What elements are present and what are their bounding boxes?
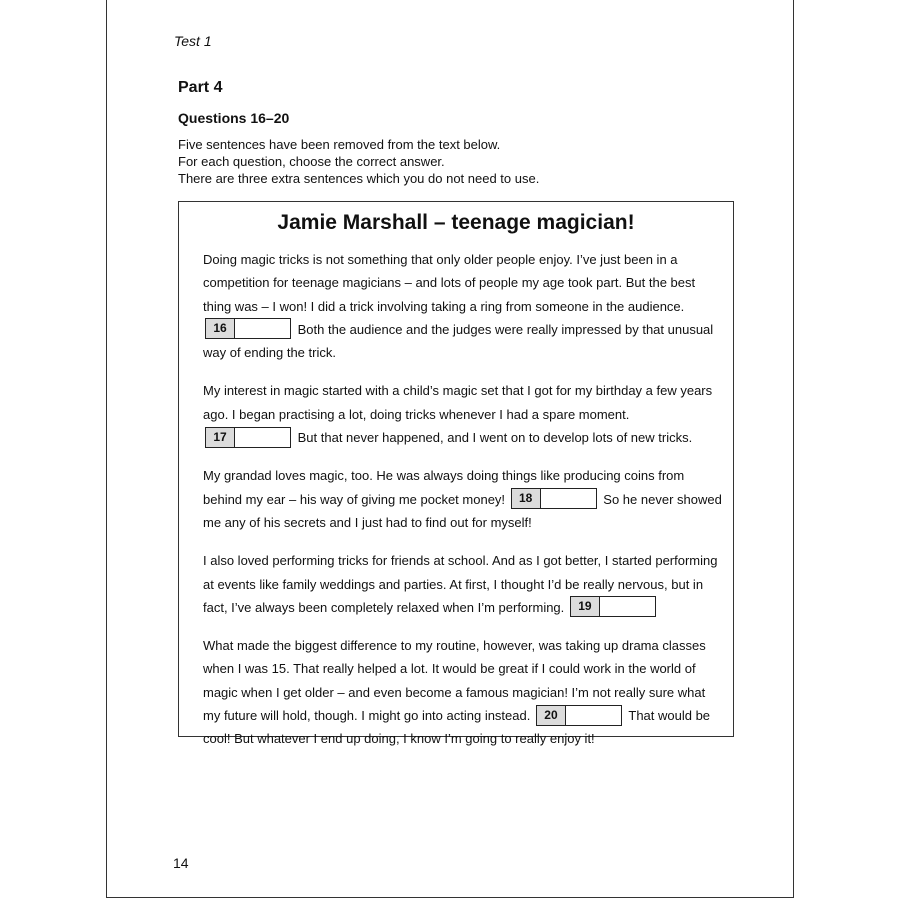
page-number: 14 — [173, 855, 189, 871]
questions-title: Questions 16–20 — [178, 110, 290, 126]
article-paragraph — [203, 464, 723, 534]
paragraph-text: So he never showed me any of his secrets and I just had to find out for myself! — [203, 491, 722, 530]
answer-gap-20[interactable] — [536, 705, 622, 726]
part-title: Part 4 — [178, 79, 223, 96]
paragraph-text: That would be cool! But whatever I end up doing, I know I’m going to really enjoy it! — [203, 708, 711, 747]
article-title: Jamie Marshall – teenage magician! — [277, 211, 635, 234]
article-paragraph — [203, 634, 723, 750]
gap-number: 20 — [537, 706, 566, 725]
instructions — [178, 136, 539, 187]
article-paragraph — [203, 379, 723, 449]
answer-gap-19[interactable] — [570, 596, 656, 617]
gap-number: 19 — [571, 597, 600, 616]
instruction-line: Five sentences have been removed from the text below. — [178, 137, 501, 152]
instruction-line: There are three extra sentences which you do not need to use. — [178, 171, 540, 186]
answer-gap-18[interactable] — [511, 488, 597, 509]
answer-gap-17[interactable] — [205, 427, 291, 448]
gap-number: 16 — [206, 319, 235, 338]
paragraph-text: I also loved performing tricks for friends at school. And as I got better, I started performing at events like family weddings and parties. At first, I thought I’d be really nervous, but in fact, I’ve always been completely relaxed when I’m performing. — [203, 553, 718, 615]
gap-number: 17 — [206, 428, 235, 447]
paragraph-text: My grandad loves magic, too. He was always doing things like producing coins from behind my ear – his way of giving me pocket money! — [203, 468, 685, 507]
article-box — [178, 201, 734, 747]
paragraph-text: But that never happened, and I went on to develop lots of new tricks. — [297, 430, 693, 446]
paragraph-text: Doing magic tricks is not something that only older people enjoy. I’ve just been in a competition for teenage magicians – and lots of people my age took part. But the best thing was – I won! I did a trick involving taking a ring from someone in the audience. — [203, 252, 696, 314]
paragraph-text: What made the biggest difference to my routine, however, was taking up drama classes when I was 15. That really helped a lot. It would be great if I could work in the world of magic when I get older – and even become a famous magician! I’m not really sure what my future will hold, though. I might go into acting instead. — [203, 638, 706, 724]
gap-number: 18 — [512, 489, 541, 508]
running-head: Test 1 — [174, 33, 212, 49]
paragraph-text: Both the audience and the judges were really impressed by that unusual way of ending the trick. — [203, 321, 714, 361]
paragraph-text: My interest in magic started with a child’s magic set that I got for my birthday a few years ago. I began practising a lot, doing tricks whenever I had a spare moment. — [203, 383, 713, 422]
article-body — [203, 248, 723, 766]
answer-gap-16[interactable] — [205, 318, 291, 339]
instruction-line: For each question, choose the correct answer. — [178, 154, 445, 169]
article-paragraph — [203, 248, 723, 364]
article-paragraph — [203, 549, 723, 619]
